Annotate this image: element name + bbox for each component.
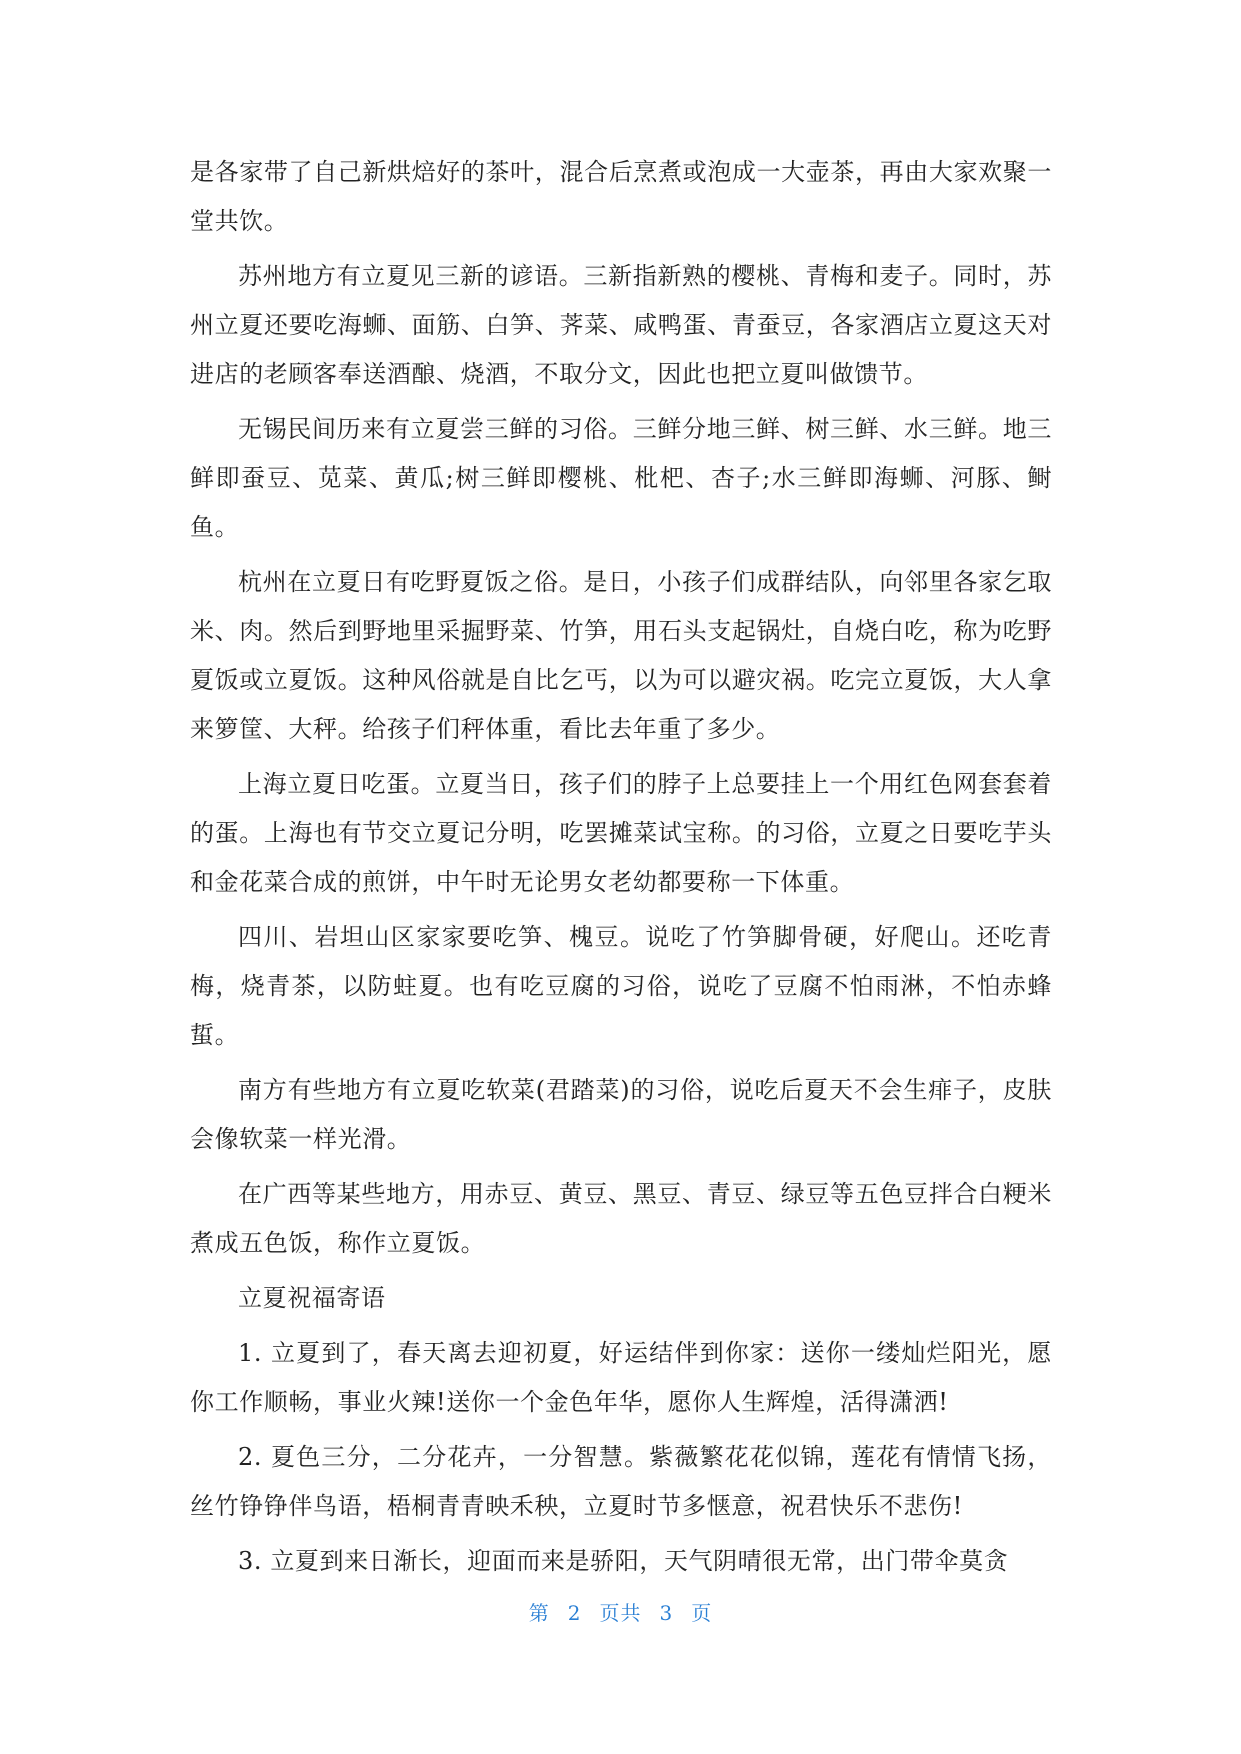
document-body xyxy=(190,148,1052,1592)
footer-middle: 页共 xyxy=(599,1601,642,1625)
paragraph: 无锡民间历来有立夏尝三鲜的习俗。三鲜分地三鲜、树三鲜、水三鲜。地三鲜即蚕豆、苋菜、黄瓜;树三鲜即樱桃、枇杷、杏子;水三鲜即海蛳、河豚、鲥鱼。 xyxy=(190,415,1052,541)
footer-prefix: 第 xyxy=(528,1601,550,1625)
list-item: 3. 立夏到来日渐长，迎面而来是骄阳，天气阴晴很无常，出门带伞莫贪 xyxy=(238,1547,1009,1575)
page-number-total: 3 xyxy=(659,1601,674,1625)
page-number-current: 2 xyxy=(567,1601,582,1625)
list-item: 1. 立夏到了，春天离去迎初夏，好运结伴到你家：送你一缕灿烂阳光，愿你工作顺畅，事业火辣!送你一个金色年华，愿你人生辉煌，活得潇洒! xyxy=(190,1339,1052,1416)
page-footer xyxy=(0,1597,1241,1626)
paragraph: 苏州地方有立夏见三新的谚语。三新指新熟的樱桃、青梅和麦子。同时，苏州立夏还要吃海蛳、面筋、白笋、荠菜、咸鸭蛋、青蚕豆，各家酒店立夏这天对进店的老顾客奉送酒酿、烧酒，不取分文，因此也把立夏叫做馈节。 xyxy=(190,262,1052,388)
paragraph: 南方有些地方有立夏吃软菜(君踏菜)的习俗，说吃后夏天不会生痱子，皮肤会像软菜一样光滑。 xyxy=(190,1076,1052,1153)
list-item: 2. 夏色三分，二分花卉，一分智慧。紫薇繁花花似锦，莲花有情情飞扬，丝竹铮铮伴鸟语，梧桐青青映禾秧，立夏时节多惬意，祝君快乐不悲伤! xyxy=(190,1443,1052,1520)
paragraph: 四川、岩坦山区家家要吃笋、槐豆。说吃了竹笋脚骨硬，好爬山。还吃青梅，烧青茶，以防蛀夏。也有吃豆腐的习俗，说吃了豆腐不怕雨淋，不怕赤蜂蜇。 xyxy=(190,923,1052,1049)
footer-suffix: 页 xyxy=(691,1601,713,1625)
paragraph: 是各家带了自己新烘焙好的茶叶，混合后烹煮或泡成一大壶茶，再由大家欢聚一堂共饮。 xyxy=(190,158,1052,235)
paragraph: 杭州在立夏日有吃野夏饭之俗。是日，小孩子们成群结队，向邻里各家乞取米、肉。然后到野地里采掘野菜、竹笋，用石头支起锅灶，自烧白吃，称为吃野夏饭或立夏饭。这种风俗就是自比乞丐，以为可以避灾祸。吃完立夏饭，大人拿来箩筐、大秤。给孩子们秤体重，看比去年重了多少。 xyxy=(190,568,1052,743)
paragraph: 在广西等某些地方，用赤豆、黄豆、黑豆、青豆、绿豆等五色豆拌合白粳米煮成五色饭，称作立夏饭。 xyxy=(190,1180,1052,1257)
section-heading: 立夏祝福寄语 xyxy=(238,1284,386,1312)
paragraph: 上海立夏日吃蛋。立夏当日，孩子们的脖子上总要挂上一个用红色网套套着的蛋。上海也有节交立夏记分明，吃罢摊菜试宝称。的习俗，立夏之日要吃芋头和金花菜合成的煎饼，中午时无论男女老幼都要称一下体重。 xyxy=(190,770,1052,896)
